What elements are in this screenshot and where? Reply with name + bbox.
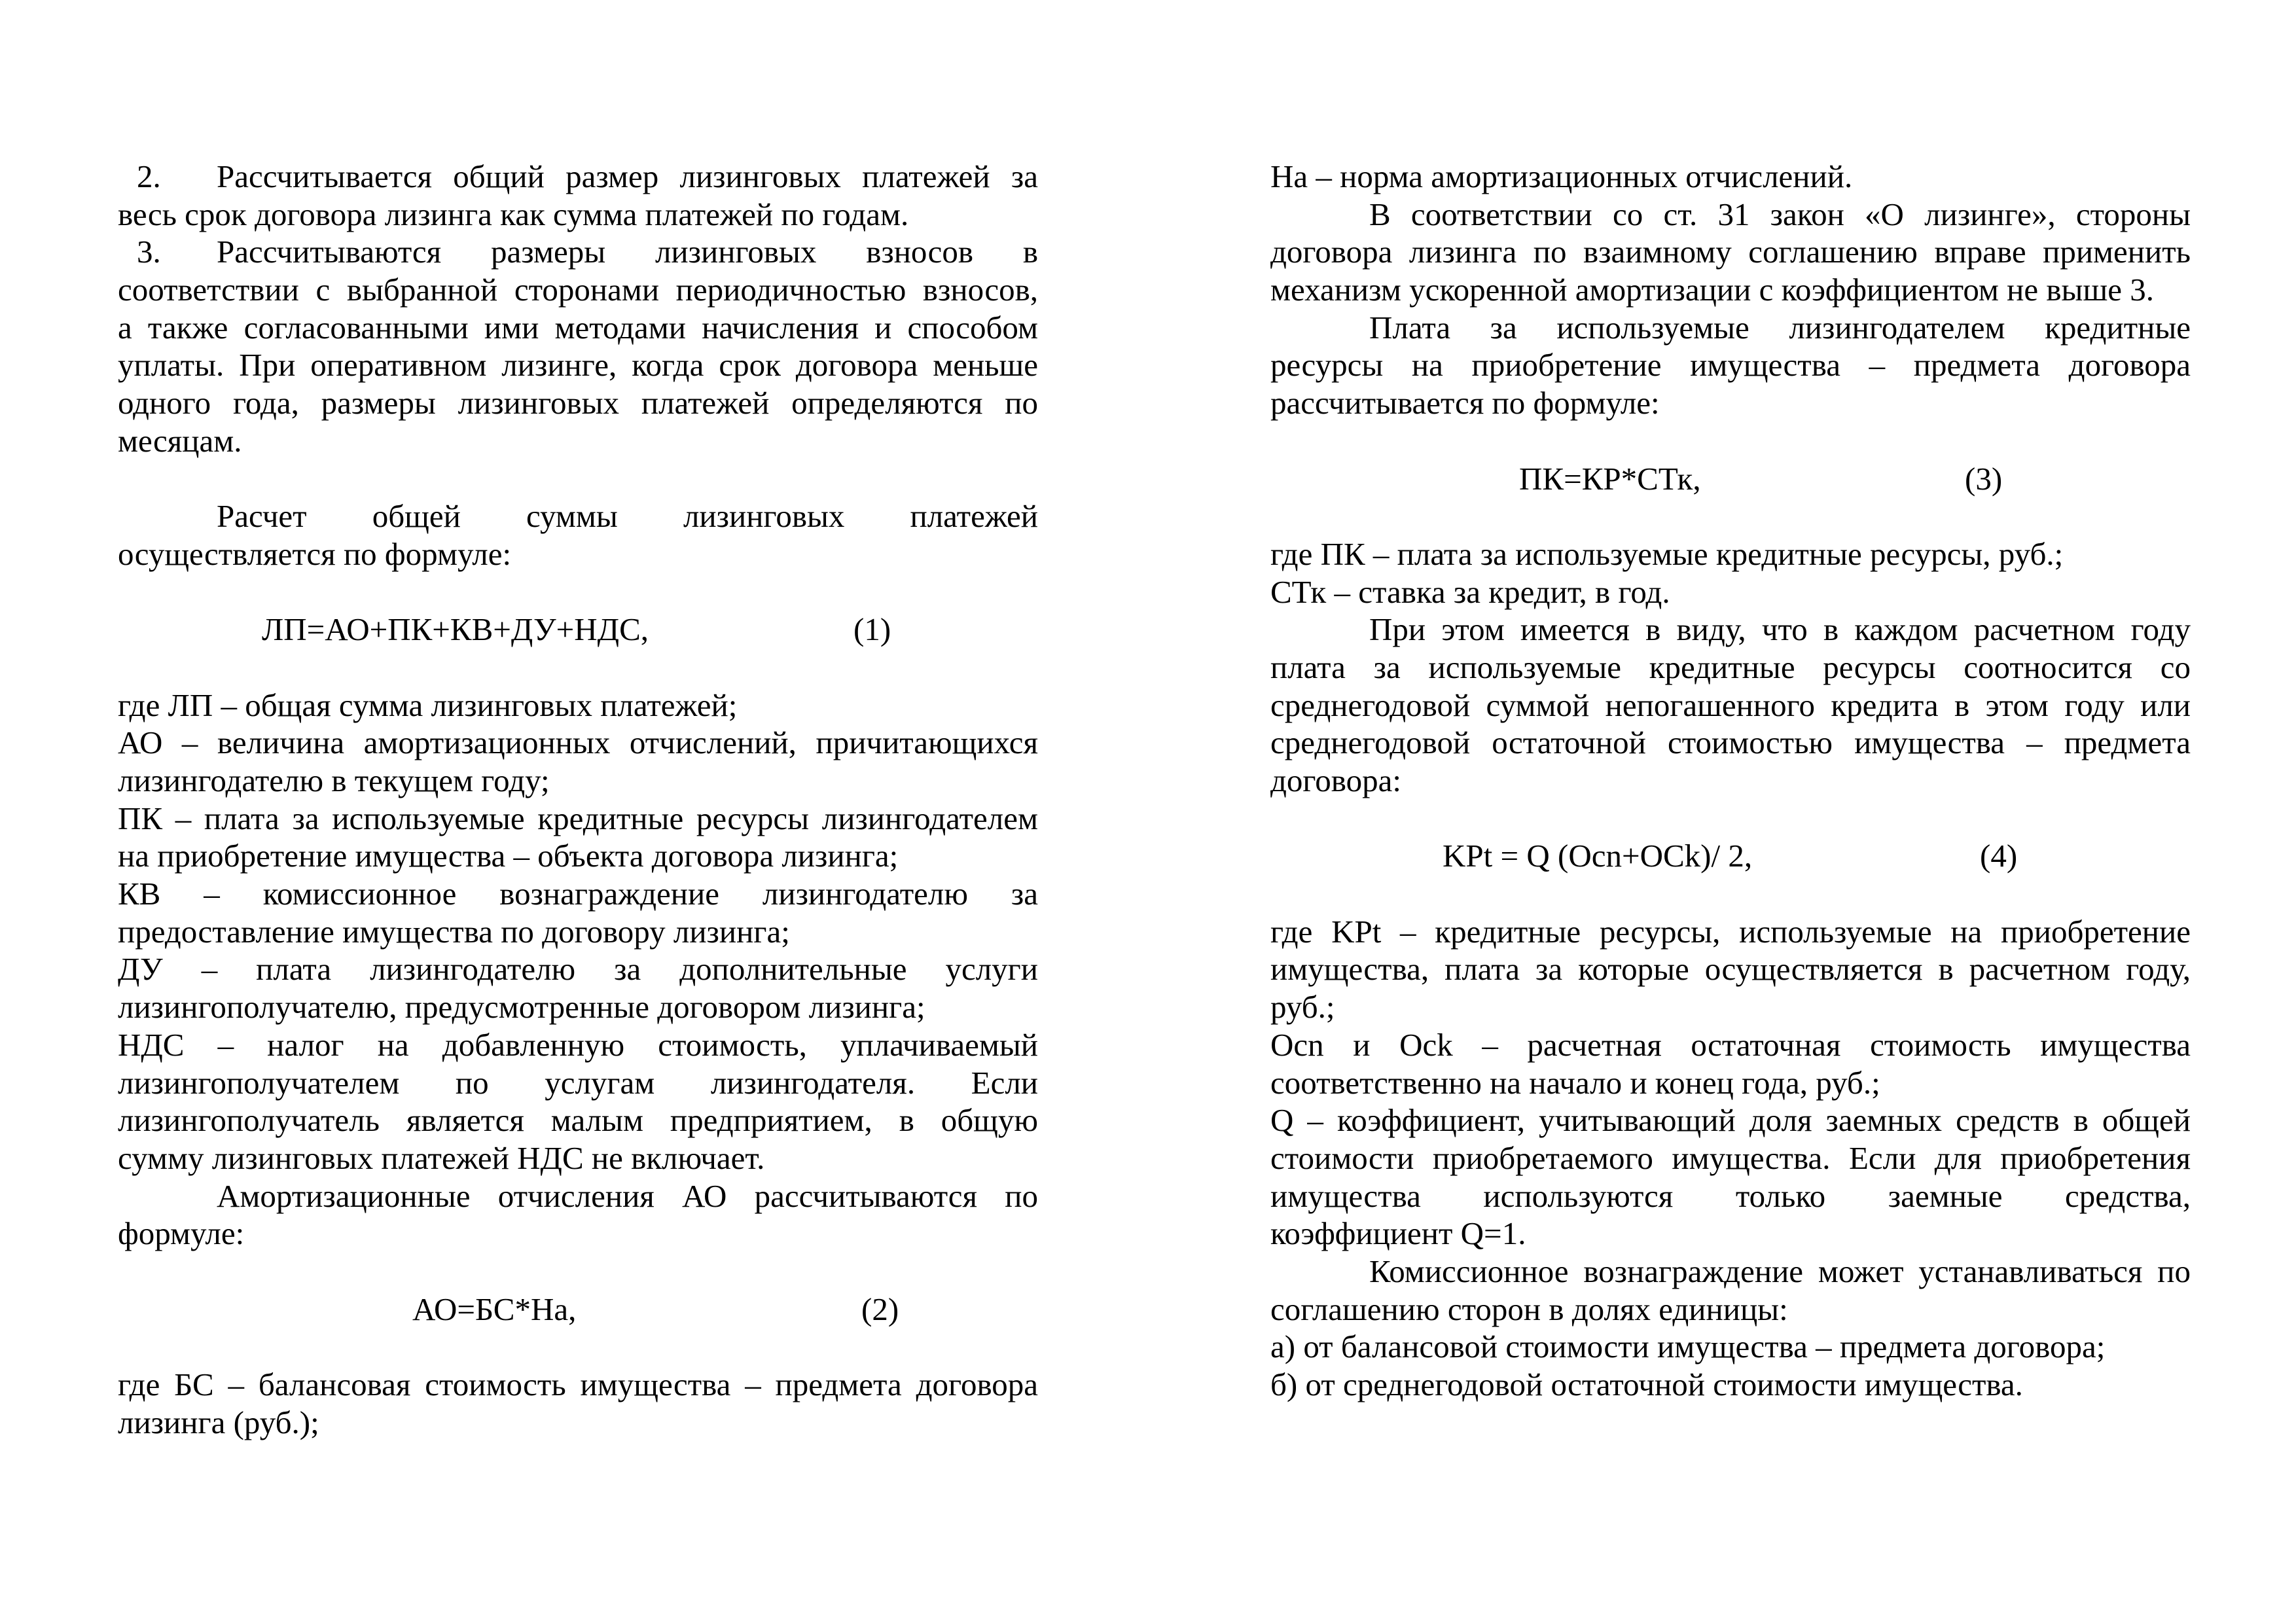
blank-line <box>1270 875 2191 913</box>
text-line: Q – коэффициент, учитывающий доля заемных средств в общей <box>1270 1102 2191 1139</box>
text-line: где ПК – плата за используемые кредитные ресурсы, руб.; <box>1270 535 2064 572</box>
text-line: На – норма амортизационных отчислений. <box>1270 158 1853 194</box>
text-line: предоставление имущества по договору лизинга; <box>118 913 790 950</box>
text-line: а) от балансовой стоимости имущества – предмета договора; <box>1270 1329 2106 1365</box>
formula-expression: KPt = Q (Ocn+OCk)/ 2, <box>1443 838 1753 874</box>
text-line: Плата за используемые лизингодателем кредитные <box>1369 309 2191 346</box>
text-line: Расчет общей суммы лизинговых платежей <box>217 498 1038 535</box>
text-line: где БС – балансовая стоимость имущества – предмета договора <box>118 1366 1038 1402</box>
formula-2 <box>118 1291 1038 1329</box>
text-line: Рассчитываются размеры лизинговых взносов в <box>217 234 1038 270</box>
right-column <box>1270 158 2191 1404</box>
text-line: КВ – комиссионное вознаграждение лизингодателю за <box>118 876 1038 912</box>
text-line: договора: <box>1270 762 1401 798</box>
text-line: НДС – налог на добавленную стоимость, уплачиваемый <box>118 1026 1038 1063</box>
formula-expression: ЛП=АО+ПК+КВ+ДУ+НДС, <box>262 611 649 648</box>
text-line: Рассчитывается общий размер лизинговых платежей за <box>217 158 1038 194</box>
text-line: СТк – ставка за кредит, в год. <box>1270 573 1670 610</box>
text-line: ПК – плата за используемые кредитные ресурсы лизингодателем <box>118 800 1038 836</box>
formula-3 <box>1270 460 2191 498</box>
left-column <box>118 158 1038 1441</box>
text-line: осуществляется по формуле: <box>118 535 512 572</box>
text-line: лизинга (руб.); <box>118 1404 319 1440</box>
text-line: Амортизационные отчисления АО рассчитываются по <box>217 1177 1038 1214</box>
text-line: соответственно на начало и конец года, руб.; <box>1270 1064 1880 1101</box>
formula-expression: ПК=КР*СТк, <box>1519 460 1701 497</box>
blank-line <box>1270 422 2191 460</box>
text-line: ресурсы на приобретение имущества – предмета договора <box>1270 347 2191 383</box>
blank-line <box>118 573 1038 611</box>
blank-line <box>118 1328 1038 1366</box>
text-line: лизингополучателем по услугам лизингодателя. Если <box>118 1064 1038 1101</box>
text-line: Оcn и Оck – расчетная остаточная стоимость имущества <box>1270 1026 2191 1063</box>
text-line: лизингодателю в текущем году; <box>118 762 550 798</box>
formula-expression: АО=БС*На, <box>412 1291 577 1327</box>
text-line: коэффициент Q=1. <box>1270 1215 1526 1252</box>
list-item-2 <box>118 158 1038 196</box>
text-line: б) от среднегодовой остаточной стоимости имущества. <box>1270 1366 2023 1402</box>
list-item-3 <box>118 233 1038 271</box>
text-line: одного года, размеры лизинговых платежей определяются по <box>118 385 1038 421</box>
text-line: договора лизинга по взаимному соглашению вправе применить <box>1270 234 2191 270</box>
text-line: уплаты. При оперативном лизинге, когда срок договора меньше <box>118 347 1038 383</box>
blank-line <box>118 649 1038 687</box>
text-line: сумму лизинговых платежей НДС не включает. <box>118 1139 765 1176</box>
text-line: а также согласованными ими методами начисления и способом <box>118 309 1038 346</box>
text-line: имущества, плата за которые осуществляется в расчетном году, <box>1270 951 2191 988</box>
text-line: среднегодовой суммой непогашенного кредита в этом году или <box>1270 687 2191 723</box>
formula-number: (4) <box>1980 838 2018 874</box>
blank-line <box>1270 497 2191 535</box>
text-line: формуле: <box>118 1215 245 1252</box>
text-line: руб.; <box>1270 989 1335 1026</box>
text-line: соответствии с выбранной сторонами периодичностью взносов, <box>118 272 1038 308</box>
text-line: АО – величина амортизационных отчислений, причитающихся <box>118 724 1038 761</box>
formula-1 <box>118 611 1038 649</box>
list-number: 2. <box>137 158 161 194</box>
formula-number: (2) <box>861 1291 899 1327</box>
text-line: месяцам. <box>118 422 242 459</box>
text-line: весь срок договора лизинга как сумма платежей по годам. <box>118 196 909 232</box>
text-line: плата за используемые кредитные ресурсы соотносится со <box>1270 649 2191 685</box>
text-line: Комиссионное вознаграждение может устанавливаться по <box>1369 1253 2191 1289</box>
blank-line <box>1270 800 2191 838</box>
text-line: лизингополучатель является малым предприятием, в общую <box>118 1102 1038 1139</box>
text-line: механизм ускоренной амортизации с коэффициентом не выше 3. <box>1270 272 2154 308</box>
text-line: рассчитывается по формуле: <box>1270 385 1660 421</box>
formula-4 <box>1270 837 2191 875</box>
text-line: имущества используются только заемные средства, <box>1270 1177 2191 1214</box>
text-line: на приобретение имущества – объекта договора лизинга; <box>118 838 899 874</box>
text-line: соглашению сторон в долях единицы: <box>1270 1291 1788 1327</box>
text-line: В соответствии со ст. 31 закон «О лизинге», стороны <box>1369 196 2191 232</box>
text-line: лизингополучателю, предусмотренные договором лизинга; <box>118 989 925 1026</box>
text-line: где ЛП – общая сумма лизинговых платежей; <box>118 687 738 723</box>
blank-line <box>118 460 1038 498</box>
text-line: При этом имеется в виду, что в каждом расчетном году <box>1369 611 2191 648</box>
formula-number: (3) <box>1965 460 2003 497</box>
formula-number: (1) <box>853 611 891 648</box>
list-number: 3. <box>137 234 161 270</box>
text-line: среднегодовой остаточной стоимостью имущества – предмета <box>1270 724 2191 761</box>
blank-line <box>118 1253 1038 1291</box>
text-line: ДУ – плата лизингодателю за дополнительные услуги <box>118 951 1038 988</box>
text-line: стоимости приобретаемого имущества. Если для приобретения <box>1270 1139 2191 1176</box>
text-line: где KPt – кредитные ресурсы, используемые на приобретение <box>1270 913 2191 950</box>
